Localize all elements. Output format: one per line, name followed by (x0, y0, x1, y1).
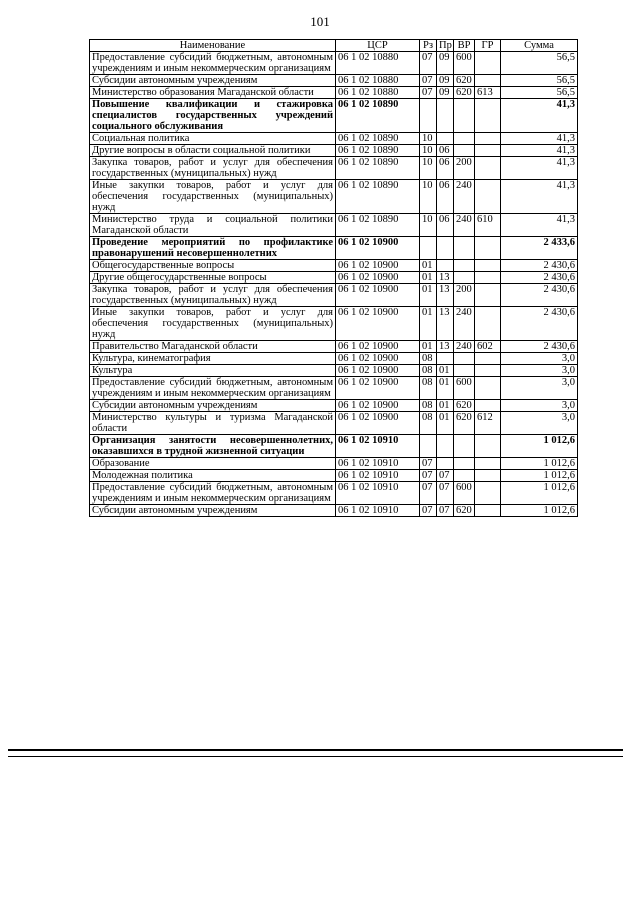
cell-csr: 06 1 02 10890 (336, 145, 420, 157)
cell-vr: 620 (454, 400, 475, 412)
cell-gr (475, 284, 501, 307)
header-name: Наименование (90, 40, 336, 52)
header-vr: ВР (454, 40, 475, 52)
cell-name: Культура (90, 365, 336, 377)
cell-gr (475, 377, 501, 400)
cell-gr (475, 260, 501, 272)
cell-sum: 56,5 (501, 87, 578, 99)
cell-pr: 06 (437, 180, 454, 214)
cell-csr: 06 1 02 10910 (336, 458, 420, 470)
cell-csr: 06 1 02 10900 (336, 284, 420, 307)
cell-rz: 01 (420, 341, 437, 353)
cell-sum: 3,0 (501, 353, 578, 365)
cell-pr (437, 260, 454, 272)
cell-gr (475, 435, 501, 458)
cell-csr: 06 1 02 10890 (336, 180, 420, 214)
cell-csr: 06 1 02 10900 (336, 260, 420, 272)
cell-pr: 09 (437, 52, 454, 75)
cell-sum: 41,3 (501, 214, 578, 237)
cell-csr: 06 1 02 10880 (336, 75, 420, 87)
cell-vr (454, 353, 475, 365)
cell-gr (475, 482, 501, 505)
cell-csr: 06 1 02 10910 (336, 505, 420, 517)
cell-sum: 56,5 (501, 52, 578, 75)
cell-rz: 08 (420, 400, 437, 412)
cell-csr: 06 1 02 10900 (336, 307, 420, 341)
cell-gr (475, 133, 501, 145)
cell-csr: 06 1 02 10880 (336, 87, 420, 99)
cell-gr (475, 272, 501, 284)
cell-csr: 06 1 02 10900 (336, 365, 420, 377)
cell-vr: 200 (454, 157, 475, 180)
cell-gr: 613 (475, 87, 501, 99)
cell-csr: 06 1 02 10900 (336, 353, 420, 365)
cell-name: Субсидии автономным учреждениям (90, 505, 336, 517)
table-row (90, 157, 578, 180)
footer-rule-thick (8, 749, 623, 751)
header-sum: Сумма (501, 40, 578, 52)
cell-vr (454, 133, 475, 145)
cell-vr (454, 260, 475, 272)
table-row (90, 400, 578, 412)
cell-gr (475, 145, 501, 157)
table-row (90, 133, 578, 145)
cell-name: Проведение мероприятий по профилактике правонарушений несовершеннолетних (90, 237, 336, 260)
cell-csr: 06 1 02 10890 (336, 157, 420, 180)
cell-csr: 06 1 02 10910 (336, 435, 420, 458)
cell-name: Субсидии автономным учреждениям (90, 400, 336, 412)
header-csr: ЦСР (336, 40, 420, 52)
cell-sum: 3,0 (501, 400, 578, 412)
cell-sum: 41,3 (501, 157, 578, 180)
cell-pr: 13 (437, 284, 454, 307)
cell-name: Предоставление субсидий бюджетным, автономным учреждениям и иным некоммерческим организациям (90, 377, 336, 400)
cell-sum: 2 430,6 (501, 284, 578, 307)
cell-rz: 10 (420, 214, 437, 237)
cell-gr (475, 470, 501, 482)
cell-name: Иные закупки товаров, работ и услуг для обеспечения государственных (муниципальных) нужд (90, 307, 336, 341)
cell-gr (475, 505, 501, 517)
cell-sum: 2 430,6 (501, 307, 578, 341)
cell-pr (437, 99, 454, 133)
cell-rz: 08 (420, 365, 437, 377)
cell-name: Субсидии автономным учреждениям (90, 75, 336, 87)
cell-rz: 08 (420, 353, 437, 365)
table-row (90, 99, 578, 133)
table-row (90, 214, 578, 237)
budget-table (89, 39, 578, 517)
table-row (90, 377, 578, 400)
cell-vr: 620 (454, 75, 475, 87)
cell-csr: 06 1 02 10900 (336, 272, 420, 284)
cell-name: Культура, кинематография (90, 353, 336, 365)
cell-name: Общегосударственные вопросы (90, 260, 336, 272)
cell-sum: 1 012,6 (501, 482, 578, 505)
cell-name: Министерство образования Магаданской области (90, 87, 336, 99)
table-row (90, 341, 578, 353)
cell-sum: 1 012,6 (501, 458, 578, 470)
cell-csr: 06 1 02 10880 (336, 52, 420, 75)
cell-vr: 240 (454, 341, 475, 353)
header-gr: ГР (475, 40, 501, 52)
table-row (90, 412, 578, 435)
cell-gr (475, 180, 501, 214)
cell-csr: 06 1 02 10900 (336, 412, 420, 435)
table-body (90, 52, 578, 517)
cell-csr: 06 1 02 10900 (336, 237, 420, 260)
cell-gr (475, 365, 501, 377)
table-row (90, 145, 578, 157)
cell-csr: 06 1 02 10900 (336, 341, 420, 353)
cell-vr: 240 (454, 214, 475, 237)
cell-rz: 08 (420, 412, 437, 435)
cell-vr: 620 (454, 505, 475, 517)
page-number: 101 (310, 14, 330, 29)
table-row (90, 52, 578, 75)
cell-sum: 2 430,6 (501, 341, 578, 353)
cell-name: Иные закупки товаров, работ и услуг для обеспечения государственных (муниципальных) нужд (90, 180, 336, 214)
cell-sum: 1 012,6 (501, 435, 578, 458)
table-row (90, 458, 578, 470)
cell-csr: 06 1 02 10890 (336, 214, 420, 237)
cell-rz: 08 (420, 377, 437, 400)
cell-vr: 600 (454, 377, 475, 400)
cell-csr: 06 1 02 10910 (336, 482, 420, 505)
cell-vr (454, 272, 475, 284)
cell-rz: 01 (420, 284, 437, 307)
cell-vr (454, 435, 475, 458)
cell-name: Другие общегосударственные вопросы (90, 272, 336, 284)
cell-sum: 2 430,6 (501, 260, 578, 272)
cell-rz: 07 (420, 482, 437, 505)
cell-pr: 01 (437, 365, 454, 377)
cell-name: Социальная политика (90, 133, 336, 145)
table-row (90, 470, 578, 482)
cell-vr (454, 470, 475, 482)
cell-pr (437, 458, 454, 470)
table-row (90, 272, 578, 284)
cell-sum: 56,5 (501, 75, 578, 87)
cell-name: Министерство труда и социальной политики Магаданской области (90, 214, 336, 237)
cell-name: Закупка товаров, работ и услуг для обеспечения государственных (муниципальных) нужд (90, 284, 336, 307)
cell-sum: 3,0 (501, 365, 578, 377)
cell-vr: 620 (454, 412, 475, 435)
cell-vr: 200 (454, 284, 475, 307)
cell-rz: 01 (420, 272, 437, 284)
cell-name: Образование (90, 458, 336, 470)
cell-rz: 07 (420, 470, 437, 482)
cell-pr: 13 (437, 272, 454, 284)
table-row (90, 75, 578, 87)
cell-gr (475, 307, 501, 341)
cell-rz: 07 (420, 458, 437, 470)
cell-pr: 13 (437, 341, 454, 353)
cell-rz (420, 435, 437, 458)
cell-vr (454, 458, 475, 470)
table-row (90, 307, 578, 341)
cell-gr (475, 458, 501, 470)
cell-csr: 06 1 02 10890 (336, 133, 420, 145)
cell-csr: 06 1 02 10900 (336, 377, 420, 400)
cell-rz: 07 (420, 75, 437, 87)
cell-name: Другие вопросы в области социальной политики (90, 145, 336, 157)
cell-sum: 1 012,6 (501, 505, 578, 517)
header-pr: Пр (437, 40, 454, 52)
cell-rz (420, 237, 437, 260)
table-row (90, 284, 578, 307)
cell-pr: 07 (437, 505, 454, 517)
cell-gr (475, 353, 501, 365)
table-row (90, 435, 578, 458)
cell-gr (475, 52, 501, 75)
cell-pr: 07 (437, 470, 454, 482)
cell-vr: 600 (454, 482, 475, 505)
header-rz: Рз (420, 40, 437, 52)
table-row (90, 180, 578, 214)
cell-name: Молодежная политика (90, 470, 336, 482)
cell-gr: 602 (475, 341, 501, 353)
cell-pr (437, 353, 454, 365)
cell-name: Правительство Магаданской области (90, 341, 336, 353)
cell-pr (437, 435, 454, 458)
cell-sum: 2 433,6 (501, 237, 578, 260)
cell-sum: 41,3 (501, 99, 578, 133)
table-header-row (90, 40, 578, 52)
cell-csr: 06 1 02 10890 (336, 99, 420, 133)
table-row (90, 482, 578, 505)
cell-pr: 01 (437, 412, 454, 435)
cell-name: Повышение квалификации и стажировка специалистов государственных учреждений социального обслуживания (90, 99, 336, 133)
cell-pr: 09 (437, 87, 454, 99)
table-row (90, 87, 578, 99)
cell-vr (454, 237, 475, 260)
cell-rz: 07 (420, 505, 437, 517)
cell-vr: 240 (454, 180, 475, 214)
cell-name: Министерство культуры и туризма Магаданской области (90, 412, 336, 435)
cell-csr: 06 1 02 10900 (336, 400, 420, 412)
cell-vr (454, 145, 475, 157)
cell-pr: 13 (437, 307, 454, 341)
cell-sum: 3,0 (501, 377, 578, 400)
cell-pr: 06 (437, 157, 454, 180)
table-row (90, 353, 578, 365)
cell-rz: 07 (420, 87, 437, 99)
cell-vr (454, 365, 475, 377)
cell-gr: 610 (475, 214, 501, 237)
cell-rz: 10 (420, 157, 437, 180)
cell-rz: 01 (420, 307, 437, 341)
cell-pr (437, 133, 454, 145)
cell-pr: 09 (437, 75, 454, 87)
cell-pr: 07 (437, 482, 454, 505)
cell-gr (475, 99, 501, 133)
cell-sum: 1 012,6 (501, 470, 578, 482)
cell-rz: 01 (420, 260, 437, 272)
cell-vr (454, 99, 475, 133)
table-row (90, 505, 578, 517)
cell-sum: 41,3 (501, 145, 578, 157)
cell-sum: 41,3 (501, 133, 578, 145)
cell-pr: 01 (437, 377, 454, 400)
table-row (90, 365, 578, 377)
table-row (90, 260, 578, 272)
cell-name: Предоставление субсидий бюджетным, автономным учреждениям и иным некоммерческим организациям (90, 52, 336, 75)
cell-rz: 10 (420, 145, 437, 157)
cell-gr: 612 (475, 412, 501, 435)
cell-name: Предоставление субсидий бюджетным, автономным учреждениям и иным некоммерческим организациям (90, 482, 336, 505)
cell-sum: 41,3 (501, 180, 578, 214)
cell-rz: 10 (420, 133, 437, 145)
cell-pr: 06 (437, 214, 454, 237)
cell-pr (437, 237, 454, 260)
cell-name: Организация занятости несовершеннолетних, оказавшихся в трудной жизненной ситуации (90, 435, 336, 458)
cell-sum: 3,0 (501, 412, 578, 435)
cell-rz: 10 (420, 180, 437, 214)
cell-gr (475, 157, 501, 180)
cell-pr: 01 (437, 400, 454, 412)
cell-pr: 06 (437, 145, 454, 157)
cell-vr: 620 (454, 87, 475, 99)
cell-name: Закупка товаров, работ и услуг для обеспечения государственных (муниципальных) нужд (90, 157, 336, 180)
cell-gr (475, 75, 501, 87)
cell-gr (475, 400, 501, 412)
cell-csr: 06 1 02 10910 (336, 470, 420, 482)
cell-vr: 600 (454, 52, 475, 75)
cell-gr (475, 237, 501, 260)
cell-vr: 240 (454, 307, 475, 341)
cell-rz (420, 99, 437, 133)
table-row (90, 237, 578, 260)
cell-sum: 2 430,6 (501, 272, 578, 284)
footer-rule-thin (8, 756, 623, 757)
cell-rz: 07 (420, 52, 437, 75)
